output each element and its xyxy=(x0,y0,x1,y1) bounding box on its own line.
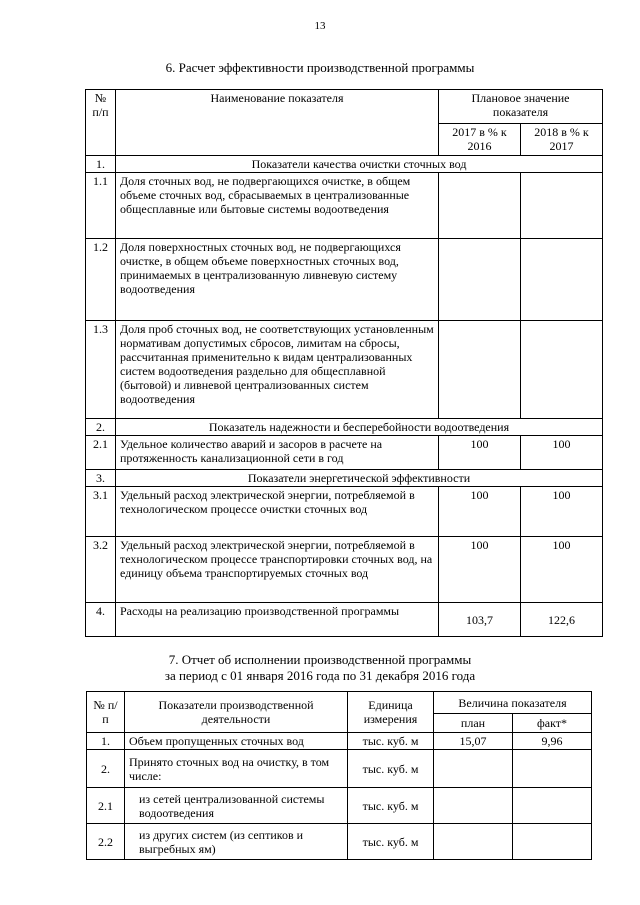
row-num: 1.3 xyxy=(86,321,116,419)
section-7-title xyxy=(0,652,640,684)
value-2017: 100 xyxy=(439,436,521,470)
group-row xyxy=(86,419,603,436)
value-2018 xyxy=(521,239,603,321)
table-row xyxy=(86,537,603,603)
unit: тыс. куб. м xyxy=(348,750,434,788)
row-num: 1. xyxy=(86,156,116,173)
row-num: 2.1 xyxy=(86,436,116,470)
header-planned: Плановое значение показателя xyxy=(439,90,603,124)
section-7-title-line2: за период с 01 января 2016 года по 31 декабря 2016 года xyxy=(164,668,476,683)
group-row xyxy=(86,156,603,173)
value-2018: 100 xyxy=(521,487,603,537)
header-num: № п/п xyxy=(87,692,125,733)
indicator-name: Доля поверхностных сточных вод, не подвергающихся очистке, в общем объеме поверхностных сточных вод, принимаемых в централизованную ливневую систему водоотведения xyxy=(116,239,439,321)
value-2017 xyxy=(439,321,521,419)
efficiency-table xyxy=(85,89,603,637)
page-number: 13 xyxy=(314,20,326,32)
table-row xyxy=(87,824,592,860)
fact-value xyxy=(513,824,592,860)
table-row xyxy=(86,487,603,537)
indicator-name: Удельный расход электрической энергии, потребляемой в технологическом процессе транспортировки сточных вод, на единицу объема транспортируемых сточных вод xyxy=(116,537,439,603)
indicator-name: Принято сточных вод на очистку, в том числе: xyxy=(125,750,348,788)
value-2017 xyxy=(439,239,521,321)
value-2017: 103,7 xyxy=(439,603,521,637)
indicator-name: из сетей централизованной системы водоотведения xyxy=(125,788,348,824)
group-title: Показатели качества очистки сточных вод xyxy=(116,156,603,173)
indicator-name: Расходы на реализацию производственной программы xyxy=(116,603,439,637)
table-row xyxy=(86,173,603,239)
value-2018: 100 xyxy=(521,436,603,470)
header-name: Наименование показателя xyxy=(116,90,439,156)
indicator-name: Удельное количество аварий и засоров в расчете на протяженность канализационной сети в год xyxy=(116,436,439,470)
plan-value: 15,07 xyxy=(434,733,513,750)
fact-value: 9,96 xyxy=(513,733,592,750)
value-2017: 100 xyxy=(439,487,521,537)
row-num: 4. xyxy=(86,603,116,637)
group-row xyxy=(86,470,603,487)
plan-value xyxy=(434,824,513,860)
row-num: 1.2 xyxy=(86,239,116,321)
row-num: 2. xyxy=(87,750,125,788)
fact-value xyxy=(513,750,592,788)
table-row xyxy=(86,603,603,637)
indicator-name: Доля проб сточных вод, не соответствующих установленным нормативам допустимых сбросов, лимитам на сбросы, рассчитанная применительно к видам централизованных систем водоотведения раздельно для общесплавной (бытовой) и ливневой централизованных систем водоотведения xyxy=(116,321,439,419)
value-2017: 100 xyxy=(439,537,521,603)
value-2017 xyxy=(439,173,521,239)
group-title: Показатель надежности и бесперебойности водоотведения xyxy=(116,419,603,436)
row-num: 2.2 xyxy=(87,824,125,860)
header-unit: Единица измерения xyxy=(348,692,434,733)
indicator-name: Объем пропущенных сточных вод xyxy=(125,733,348,750)
section-6-title: 6. Расчет эффективности производственной программы xyxy=(165,60,475,75)
value-2018: 122,6 xyxy=(521,603,603,637)
table-row xyxy=(87,788,592,824)
row-num: 3.2 xyxy=(86,537,116,603)
value-2018 xyxy=(521,321,603,419)
header-2018: 2018 в % к 2017 xyxy=(521,124,603,156)
indicator-name: Доля сточных вод, не подвергающихся очистке, в общем объеме сточных вод, сбрасываемых в централизованные общесплавные или бытовые системы водоотведения xyxy=(116,173,439,239)
header-value: Величина показателя xyxy=(434,692,592,714)
row-num: 2.1 xyxy=(87,788,125,824)
indicator-name: Удельный расход электрической энергии, потребляемой в технологическом процессе очистки сточных вод xyxy=(116,487,439,537)
value-2018: 100 xyxy=(521,537,603,603)
section-7-title-line1: 7. Отчет об исполнении производственной программы xyxy=(168,652,472,667)
unit: тыс. куб. м xyxy=(348,733,434,750)
table-row xyxy=(86,239,603,321)
fact-value xyxy=(513,788,592,824)
table-row xyxy=(87,750,592,788)
plan-value xyxy=(434,788,513,824)
value-2018 xyxy=(521,173,603,239)
row-num: 3.1 xyxy=(86,487,116,537)
row-num: 1. xyxy=(87,733,125,750)
header-fact: факт* xyxy=(513,714,592,733)
header-plan: план xyxy=(434,714,513,733)
row-num: 2. xyxy=(86,419,116,436)
header-indicators: Показатели производственной деятельности xyxy=(125,692,348,733)
row-num: 1.1 xyxy=(86,173,116,239)
row-num: 3. xyxy=(86,470,116,487)
header-2017: 2017 в % к 2016 xyxy=(439,124,521,156)
unit: тыс. куб. м xyxy=(348,788,434,824)
group-title: Показатели энергетической эффективности xyxy=(116,470,603,487)
execution-report-table xyxy=(86,691,592,860)
table-row xyxy=(86,436,603,470)
plan-value xyxy=(434,750,513,788)
header-num: № п/п xyxy=(86,90,116,156)
unit: тыс. куб. м xyxy=(348,824,434,860)
table-row xyxy=(87,733,592,750)
table-row xyxy=(86,321,603,419)
indicator-name: из других систем (из септиков и выгребных ям) xyxy=(125,824,348,860)
